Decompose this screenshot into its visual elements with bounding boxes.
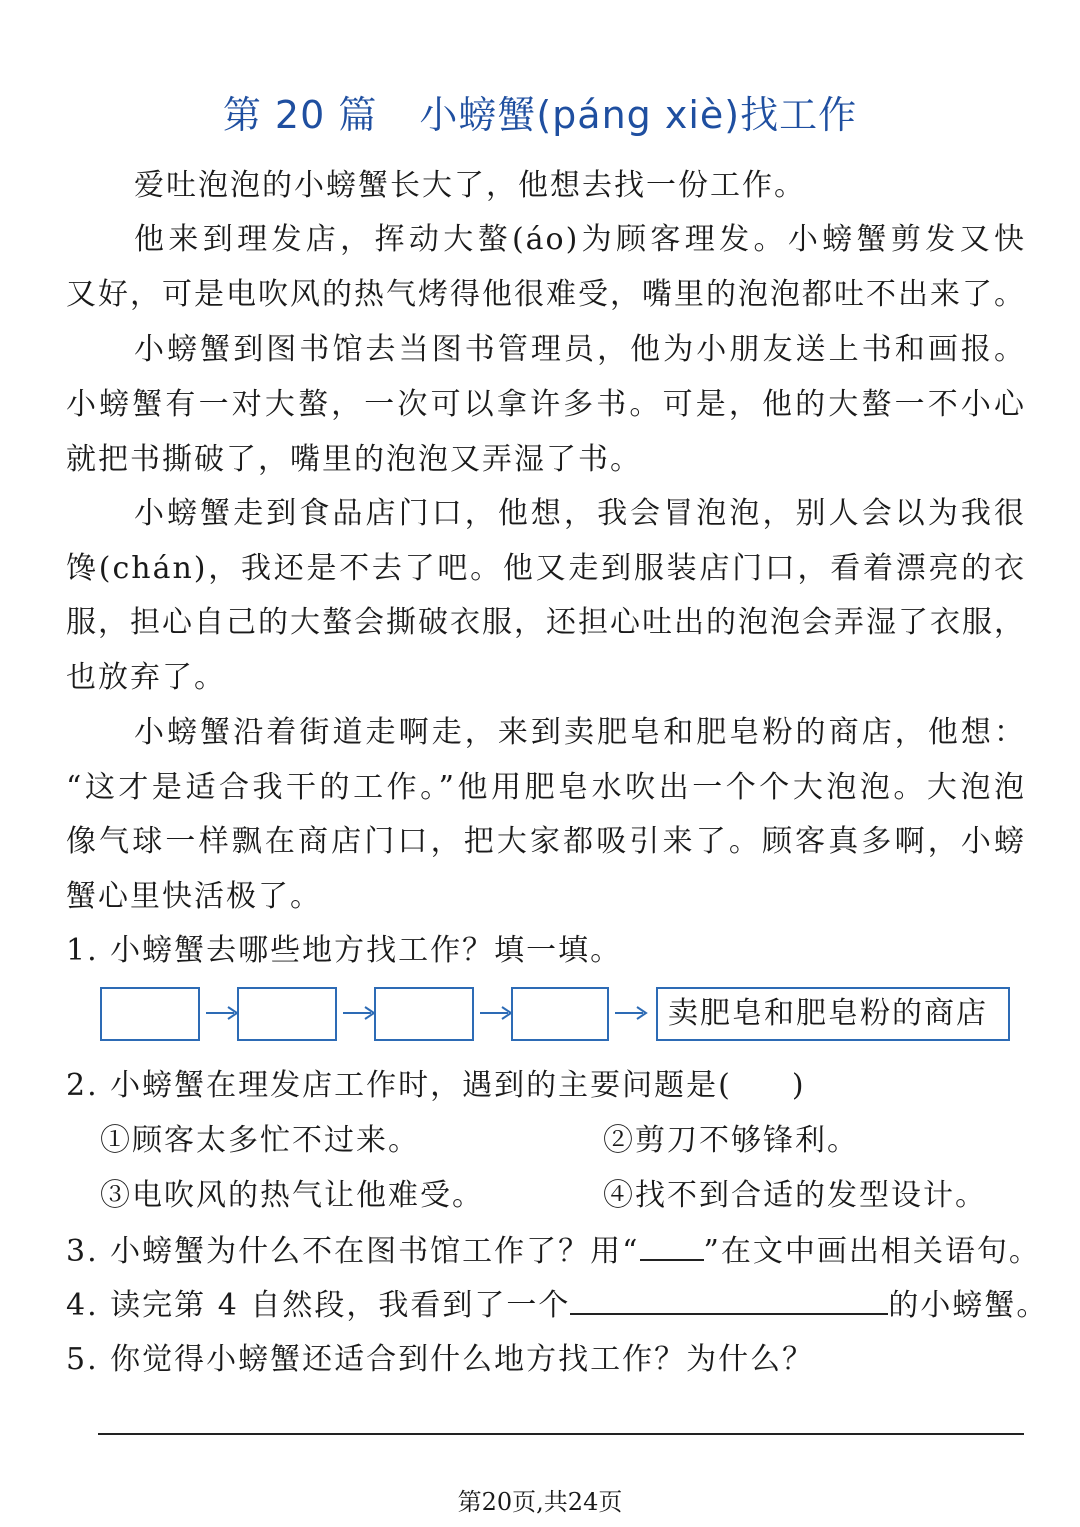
passage-line: 爱吐泡泡的小螃蟹长大了，他想去找一份工作。 (134, 168, 806, 203)
question-4-text-end: 的小螃蟹。 (888, 1288, 1049, 1323)
option-4[interactable]: ④找不到合适的发型设计。 (603, 1178, 987, 1213)
arrow-right-icon (611, 1001, 651, 1025)
answer-box-1[interactable] (100, 987, 200, 1041)
passage-line: 像气球一样飘在商店门口，把大家都吸引来了。顾客真多啊，小螃 (66, 824, 1026, 859)
question-5: 5. 你觉得小螃蟹还适合到什么地方找工作？为什么？ (66, 1342, 815, 1377)
option-3[interactable]: ③电吹风的热气让他难受。 (100, 1178, 484, 1213)
option-1[interactable]: ①顾客太多忙不过来。 (100, 1123, 420, 1158)
answer-box-3[interactable] (374, 987, 474, 1041)
question-4 (66, 1285, 1049, 1326)
passage-line: “这才是适合我干的工作。”他用肥皂水吹出一个个大泡泡。大泡泡 (66, 770, 1026, 805)
passage-line: 就把书撕破了，嘴里的泡泡又弄湿了书。 (66, 442, 642, 477)
question-1: 1. 小螃蟹去哪些地方找工作？填一填。 (66, 933, 623, 968)
question-4-text: 4. 读完第 4 自然段，我看到了一个 (66, 1288, 571, 1323)
answer-blank-4[interactable] (570, 1285, 888, 1315)
passage-line: 也放弃了。 (66, 660, 226, 695)
underline-sample (640, 1231, 704, 1261)
final-place-box: 卖肥皂和肥皂粉的商店 (656, 987, 1010, 1041)
page-footer: 第20页,共24页 (457, 1488, 623, 1516)
passage-line: 小螃蟹有一对大螯，一次可以拿许多书。可是，他的大螯一不小心 (66, 387, 1026, 422)
question-2-close: ) (791, 1068, 806, 1103)
passage-line: 服，担心自己的大螯会撕破衣服，还担心吐出的泡泡会弄湿了衣服， (66, 605, 1026, 640)
passage-line: 又好，可是电吹风的热气烤得他很难受，嘴里的泡泡都吐不出来了。 (66, 277, 1026, 312)
answer-box-2[interactable] (237, 987, 337, 1041)
passage-line: 蟹心里快活极了。 (66, 879, 322, 914)
page-title (0, 84, 1080, 139)
lesson-number: 第 20 篇 (222, 93, 378, 137)
passage-line: 他来到理发店，挥动大螯(áo)为顾客理发。小螃蟹剪发又快 (134, 222, 1026, 257)
arrow-right-icon (476, 1001, 516, 1025)
passage-line: 小螃蟹到图书馆去当图书管理员，他为小朋友送上书和画报。 (134, 332, 1026, 367)
passage-line: 小螃蟹走到食品店门口，他想，我会冒泡泡，别人会以为我很 (134, 496, 1026, 531)
option-2[interactable]: ②剪刀不够锋利。 (603, 1123, 859, 1158)
answer-box-4[interactable] (511, 987, 609, 1041)
question-2-text: 2. 小螃蟹在理发店工作时，遇到的主要问题是( (66, 1068, 732, 1103)
arrow-right-icon (339, 1001, 379, 1025)
question-3-text: 3. 小螃蟹为什么不在图书馆工作了？用“ (66, 1234, 640, 1269)
passage-line: 馋(chán)，我还是不去了吧。他又走到服装店门口，看着漂亮的衣 (66, 551, 1026, 586)
answer-line-5[interactable] (98, 1433, 1024, 1435)
arrow-right-icon (202, 1001, 242, 1025)
question-2 (66, 1066, 1026, 1106)
question-3 (66, 1231, 1041, 1272)
lesson-title: 小螃蟹(páng xiè)找工作 (419, 93, 858, 137)
question-3-text-end: ”在文中画出相关语句。 (703, 1234, 1041, 1269)
passage-line: 小螃蟹沿着街道走啊走，来到卖肥皂和肥皂粉的商店，他想： (134, 715, 1026, 750)
